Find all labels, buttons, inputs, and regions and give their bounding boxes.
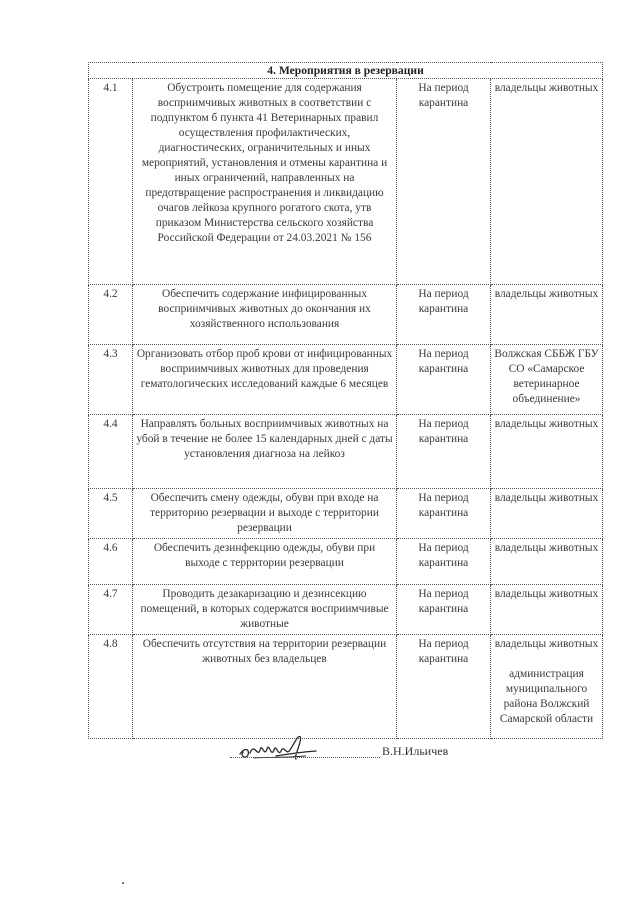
table-row [89,635,603,739]
row-term: На период карантина [397,539,491,585]
row-action: Обеспечить дезинфекцию одежды, обуви при выходе с территории резервации [133,539,397,585]
signer-name: В.Н.Ильичев [382,744,449,758]
table-row [89,285,603,345]
responsible-entry: владельцы животных [494,288,599,300]
row-number: 4.6 [89,539,133,585]
section-header-row [89,63,603,79]
row-term: На период карантина [397,345,491,415]
row-responsible [491,285,603,345]
table-row [89,415,603,489]
responsible-entry: владельцы животных [494,82,599,94]
responsible-entry: администрация муниципального района Волжский Самарской области [499,668,594,725]
responsible-entry: владельцы животных [494,418,599,430]
row-term: На период карантина [397,635,491,739]
scan-speck [122,882,124,884]
row-action: Организовать отбор проб крови от инфицированных восприимчивых животных для проведения гематологических исследований каждые 6 месяцев [133,345,397,415]
row-number: 4.5 [89,489,133,539]
row-number: 4.7 [89,585,133,635]
row-action: Направлять больных восприимчивых животных на убой в течение не более 15 календарных дней с даты установления диагноза на лейкоз [133,415,397,489]
row-action: Обеспечить смену одежды, обуви при входе на территорию резервации и выходе с территории резервации [133,489,397,539]
row-action: Обустроить помещение для содержания восприимчивых животных в соответствии с подпунктом б пункта 41 Ветеринарных правил осуществления профилактических, диагностических, ограничительных и иных мероприятий, установления и отмены карантина и иных ограничений, направленных на предотвращение распространения и ликвидацию очагов лейкоза крупного рогатого скота, утв приказом Министерства сельского хозяйства Российской Федерации от 24.03.2021 № 156 [133,79,397,285]
row-responsible [491,539,603,585]
row-term: На период карантина [397,489,491,539]
responsible-entry: владельцы животных [494,638,599,650]
table-row [89,345,603,415]
responsible-entry: владельцы животных [494,542,599,554]
row-term: На период карантина [397,79,491,285]
row-term: На период карантина [397,585,491,635]
row-action: Проводить дезакаризацию и дезинсекцию помещений, в которых содержатся восприимчивые животные [133,585,397,635]
responsible-entry: владельцы животных [494,492,599,504]
responsible-entry: владельцы животных [494,588,599,600]
row-responsible [491,415,603,489]
row-number: 4.3 [89,345,133,415]
table-row [89,585,603,635]
section-title: 4. Мероприятия в резервации [89,63,603,79]
row-action: Обеспечить содержание инфицированных восприимчивых животных до окончания их хозяйственного использования [133,285,397,345]
row-responsible [491,585,603,635]
row-responsible [491,79,603,285]
row-term: На период карантина [397,285,491,345]
row-number: 4.2 [89,285,133,345]
row-responsible [491,345,603,415]
row-action: Обеспечить отсутствия на территории резервации животных без владельцев [133,635,397,739]
handwritten-signature [236,728,326,764]
measures-table [88,62,603,739]
row-term: На период карантина [397,415,491,489]
row-responsible [491,489,603,539]
row-number: 4.8 [89,635,133,739]
table-row [89,79,603,285]
table-row [89,539,603,585]
table-body [89,79,603,739]
row-number: 4.1 [89,79,133,285]
signature-line [230,757,380,758]
row-number: 4.4 [89,415,133,489]
responsible-entry: Волжская СББЖ ГБУ СО «Самарское ветеринарное объединение» [494,348,599,405]
row-responsible [491,635,603,739]
table-row [89,489,603,539]
